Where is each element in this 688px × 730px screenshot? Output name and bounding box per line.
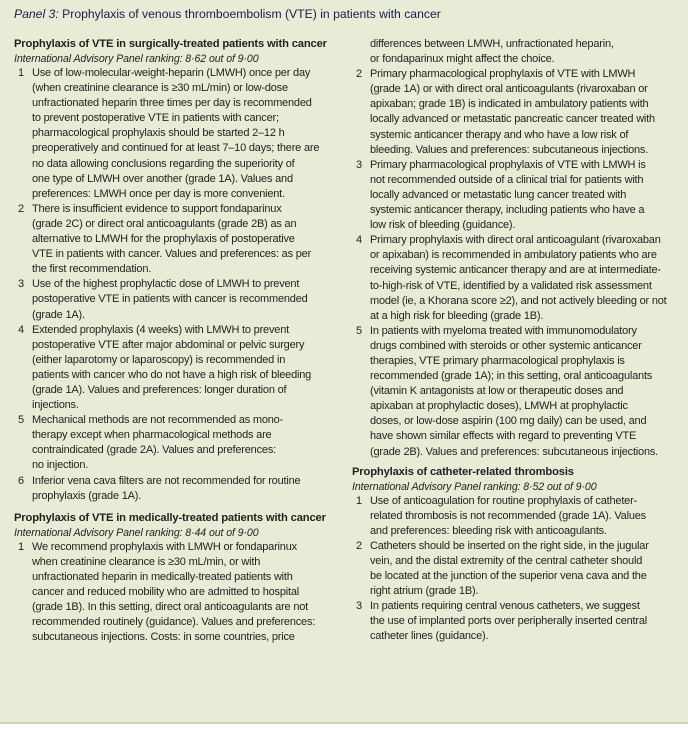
section-title: Prophylaxis of VTE in medically-treated patients with cancer — [14, 511, 326, 524]
item-line: We recommend prophylaxis with LMWH or fondaparinux — [32, 540, 297, 553]
item-line: cancer and reduced mobility who are admitted to hospital — [32, 586, 300, 598]
item-number: 3 — [356, 158, 363, 171]
item-line: In patients requiring central venous catheters, we suggest — [370, 600, 640, 613]
continuation-text — [352, 37, 682, 67]
item-line: preoperatively and continued for at least 7–10 days; there are — [32, 142, 320, 155]
item-line: locally advanced or metastatic pancreatic cancer treated with — [370, 113, 655, 126]
item-line: to prevent postoperative VTE in patients with cancer; — [32, 112, 279, 125]
recommendation-item — [352, 233, 682, 324]
item-number: 4 — [356, 234, 363, 247]
recommendation-item — [14, 277, 344, 322]
panel-label: Panel 3: — [14, 7, 59, 21]
section-title: Prophylaxis of VTE in surgically-treated patients with cancer — [14, 38, 327, 50]
item-number: 1 — [18, 67, 25, 79]
item-line: Extended prophylaxis (4 weeks) with LMWH to prevent — [32, 323, 289, 336]
item-line: injections. — [32, 399, 79, 412]
item-number: 5 — [356, 324, 363, 337]
item-line: not recommended outside of a clinical trial for patients with — [370, 173, 644, 186]
recommendation-item — [352, 494, 682, 539]
item-line: locally advanced or metastatic lung cancer treated with — [370, 188, 627, 201]
item-line: postoperative VTE after major abdominal or pelvic surgery — [32, 338, 305, 351]
item-line: postoperative VTE in patients with cancer is recommended — [32, 293, 308, 306]
left-column — [14, 37, 344, 645]
item-line: no injection. — [32, 459, 89, 472]
item-line: model (ie, a Khorana score ≥2), and not actively bleeding or not — [370, 294, 667, 307]
item-line: at a high risk for bleeding (grade 1B). — [370, 309, 544, 322]
item-number: 1 — [356, 494, 363, 507]
item-line: therapies, VTE primary pharmacological prophylaxis is — [370, 354, 625, 367]
section-medical — [14, 511, 344, 646]
item-line: catheter lines (guidance). — [370, 630, 489, 643]
panel-ranking: International Advisory Panel ranking: 8·62 out of 9·00 — [14, 53, 259, 65]
item-line: (grade 2B). Values and preferences: subcutaneous injections. — [370, 445, 659, 458]
item-number: 1 — [18, 540, 25, 553]
item-line: alternative to LMWH for the prophylaxis of postoperative — [32, 233, 295, 246]
item-line: (grade 1A) or with direct oral anticoagulants (rivaroxaban or — [370, 83, 648, 96]
item-line: receiving systemic anticancer therapy and are at intermediate- — [370, 264, 661, 277]
item-line: subcutaneous injections. Costs: in some countries, price — [32, 631, 295, 644]
item-line: to-high-risk of VTE, identified by a validated risk assessment — [370, 279, 652, 292]
item-line: prophylaxis (grade 1A). — [32, 489, 142, 502]
item-line: Use of the highest prophylactic dose of LMWH to prevent — [32, 278, 300, 291]
item-line: (grade 1A). — [32, 308, 85, 321]
section-title: Prophylaxis of catheter-related thrombosis — [352, 465, 574, 478]
recommendation-item — [14, 474, 344, 504]
item-number: 6 — [18, 474, 25, 487]
recommendation-item — [14, 66, 344, 202]
item-line: Catheters should be inserted on the right side, in the jugular — [370, 539, 649, 552]
item-number: 2 — [356, 68, 363, 81]
item-line: (grade 1A). Values and preferences: longer duration of — [32, 383, 287, 396]
recommendation-item — [14, 323, 344, 414]
panel-title — [14, 6, 441, 22]
item-line: contraindicated (grade 2A). Values and preferences: — [32, 444, 276, 457]
item-line: related thrombosis is not recommended (grade 1A). Values — [370, 509, 646, 522]
item-line: the use of implanted ports over peripherally inserted central — [370, 615, 648, 628]
item-line: systemic anticancer therapy, including patients who have a — [370, 204, 645, 217]
item-line: have shown similar effects with regard to preventing VTE — [370, 430, 637, 443]
item-line: one type of LMWH over another (grade 1A). Values and — [32, 172, 293, 185]
item-line: Primary pharmacological prophylaxis of VTE with LMWH — [370, 68, 636, 81]
item-line: VTE in patients with cancer. Values and preferences: as per — [32, 248, 312, 261]
item-line: and preferences: bleeding risk with anticoagulants. — [370, 524, 607, 537]
recommendation-item — [352, 324, 682, 460]
panel-ranking: International Advisory Panel ranking: 8·44 out of 9·00 — [14, 526, 259, 539]
panel-ranking: International Advisory Panel ranking: 8·52 out of 9·00 — [352, 480, 597, 493]
item-line: bleeding. Values and preferences: subcutaneous injections. — [370, 143, 649, 156]
item-line: (grade 1B). In this setting, direct oral anticoagulants are not — [32, 601, 309, 614]
recommendation-item — [14, 540, 344, 646]
item-number: 3 — [18, 278, 25, 291]
item-line: recommended (grade 1A); in this setting, oral anticoagulants — [370, 370, 653, 383]
item-line: drugs combined with steroids or other systemic anticancer — [370, 339, 642, 352]
item-line: be located at the junction of the superior vena cava and the — [370, 570, 647, 583]
item-line: differences between LMWH, unfractionated heparin, — [370, 38, 614, 50]
item-line: therapy except when pharmacological methods are — [32, 429, 272, 442]
item-line: systemic anticancer therapy and who have a low risk of — [370, 128, 629, 141]
item-line: patients with cancer who do not have a high risk of bleeding — [32, 368, 312, 381]
recommendation-item — [14, 413, 344, 473]
recommendation-item — [14, 202, 344, 277]
item-line: apixaban at prophylactic doses), LMWH at prophylactic — [370, 400, 628, 413]
recommendation-item — [352, 599, 682, 644]
item-number: 3 — [356, 600, 363, 613]
item-line: There is insufficient evidence to support fondaparinux — [32, 202, 282, 215]
item-line: Use of anticoagulation for routine prophylaxis of catheter- — [370, 494, 638, 507]
item-line: pharmacological prophylaxis should be started 2–12 h — [32, 127, 285, 140]
right-column — [352, 37, 682, 645]
item-line: apixaban; grade 1B) is indicated in ambulatory patients with — [370, 98, 649, 111]
item-line: unfractionated heparin three times per day is recommended — [32, 97, 312, 110]
item-line: no data allowing conclusions regarding the superiority of — [32, 157, 295, 170]
item-number: 2 — [18, 202, 25, 215]
item-line: (grade 2C) or direct oral anticoagulants (grade 2B) as an — [32, 217, 297, 230]
item-number: 2 — [356, 539, 363, 552]
item-line: or apixaban) is recommended in ambulatory patients who are — [370, 249, 657, 262]
item-line: Primary pharmacological prophylaxis of VTE with LMWH is — [370, 158, 646, 171]
item-number: 4 — [18, 323, 25, 336]
item-line: Use of low-molecular-weight-heparin (LMWH) once per day — [32, 67, 311, 79]
item-line: Primary prophylaxis with direct oral anticoagulant (rivaroxaban — [370, 234, 661, 247]
item-line: right atrium (grade 1B). — [370, 585, 479, 598]
section-surgical — [14, 37, 344, 504]
panel-title-text: Prophylaxis of venous thromboembolism (VTE) in patients with cancer — [62, 7, 441, 21]
item-line: doses, or low-dose aspirin (100 mg daily) can be used, and — [370, 415, 647, 428]
item-line: recommended routinely (guidance). Values and preferences: — [32, 616, 316, 629]
item-line: unfractionated heparin in medically-treated patients with — [32, 570, 293, 583]
item-line: (when creatinine clearance is ≥30 mL/min) or low-dose — [32, 82, 288, 95]
recommendation-item — [352, 158, 682, 233]
recommendation-item — [352, 67, 682, 158]
item-line: vein, and the distal extremity of the central catheter should — [370, 555, 643, 567]
item-line: In patients with myeloma treated with immunomodulatory — [370, 324, 637, 337]
item-line: low risk of bleeding (guidance). — [370, 219, 516, 232]
item-number: 5 — [18, 414, 25, 427]
item-line: or fondaparinux might affect the choice. — [370, 53, 555, 66]
item-line: Inferior vena cava filters are not recommended for routine — [32, 474, 301, 487]
item-line: preferences: LMWH once per day is more convenient. — [32, 187, 285, 200]
item-line: the first recommendation. — [32, 263, 152, 276]
item-line: (either laparotomy or laparoscopy) is recommended in — [32, 353, 286, 366]
recommendation-item — [352, 539, 682, 599]
item-line: Mechanical methods are not recommended as mono- — [32, 414, 284, 427]
item-line: when creatinine clearance is ≥30 mL/min, or with — [32, 555, 261, 568]
item-line: (vitamin K antagonists at low or therapeutic doses and — [370, 385, 624, 398]
section-catheter — [352, 465, 682, 645]
